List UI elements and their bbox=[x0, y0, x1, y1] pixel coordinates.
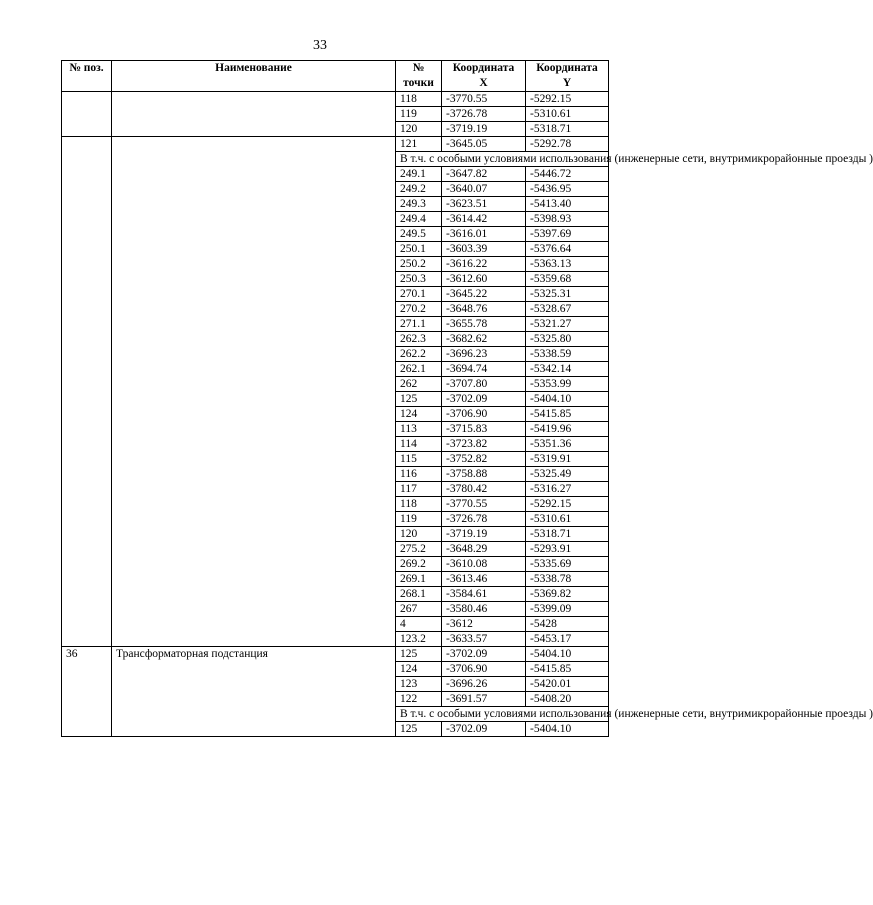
coordinate-x-cell: -3647.82 bbox=[442, 167, 526, 182]
header-point-line1: № bbox=[412, 62, 425, 74]
coordinate-x-cell: -3723.82 bbox=[442, 437, 526, 452]
point-number-cell: 125 bbox=[396, 722, 442, 737]
point-number-cell: 117 bbox=[396, 482, 442, 497]
coordinate-x-cell: -3702.09 bbox=[442, 392, 526, 407]
point-number-cell: 119 bbox=[396, 107, 442, 122]
coordinate-x-cell: -3770.55 bbox=[442, 497, 526, 512]
coordinate-x-cell: -3614.42 bbox=[442, 212, 526, 227]
point-number-cell: 124 bbox=[396, 662, 442, 677]
point-number-cell: 116 bbox=[396, 467, 442, 482]
coordinate-x-cell: -3707.80 bbox=[442, 377, 526, 392]
point-number-cell: 118 bbox=[396, 497, 442, 512]
header-y-line1: Координата bbox=[536, 62, 598, 74]
point-number-cell: 122 bbox=[396, 692, 442, 707]
coordinate-x-cell: -3719.19 bbox=[442, 122, 526, 137]
point-number-cell: 262.1 bbox=[396, 362, 442, 377]
coordinate-x-cell: -3645.05 bbox=[442, 137, 526, 152]
coordinate-y-cell: -5310.61 bbox=[526, 107, 609, 122]
point-number-cell: 271.1 bbox=[396, 317, 442, 332]
point-number-cell: 114 bbox=[396, 437, 442, 452]
coordinate-x-cell: -3640.07 bbox=[442, 182, 526, 197]
coordinate-x-cell: -3682.62 bbox=[442, 332, 526, 347]
coordinate-y-cell: -5408.20 bbox=[526, 692, 609, 707]
coordinate-y-cell: -5351.36 bbox=[526, 437, 609, 452]
name-cell bbox=[112, 137, 396, 647]
point-number-cell: 121 bbox=[396, 137, 442, 152]
coordinate-x-cell: -3694.74 bbox=[442, 362, 526, 377]
coordinate-x-cell: -3770.55 bbox=[442, 92, 526, 107]
coordinate-y-cell: -5398.93 bbox=[526, 212, 609, 227]
name-cell bbox=[112, 92, 396, 137]
header-x-line2: X bbox=[479, 77, 488, 89]
point-number-cell: 113 bbox=[396, 422, 442, 437]
coordinate-x-cell: -3719.19 bbox=[442, 527, 526, 542]
coordinate-x-cell: -3645.22 bbox=[442, 287, 526, 302]
special-conditions-note: В т.ч. с особыми условиями использования (инженерные сети, внутримикрорайонные проезды ) bbox=[396, 707, 609, 722]
coordinate-x-cell: -3612.60 bbox=[442, 272, 526, 287]
point-number-cell: 269.2 bbox=[396, 557, 442, 572]
position-cell bbox=[62, 92, 112, 137]
coordinate-x-cell: -3612 bbox=[442, 617, 526, 632]
point-number-cell: 120 bbox=[396, 122, 442, 137]
point-number-cell: 249.4 bbox=[396, 212, 442, 227]
point-number-cell: 123 bbox=[396, 677, 442, 692]
coordinate-y-cell: -5363.13 bbox=[526, 257, 609, 272]
point-number-cell: 249.1 bbox=[396, 167, 442, 182]
header-position: № поз. bbox=[62, 61, 112, 92]
coordinate-y-cell: -5399.09 bbox=[526, 602, 609, 617]
header-coordinate-x bbox=[442, 61, 526, 92]
coordinate-y-cell: -5404.10 bbox=[526, 392, 609, 407]
point-number-cell: 249.2 bbox=[396, 182, 442, 197]
coordinate-y-cell: -5369.82 bbox=[526, 587, 609, 602]
point-number-cell: 250.2 bbox=[396, 257, 442, 272]
coordinate-y-cell: -5436.95 bbox=[526, 182, 609, 197]
coordinate-y-cell: -5319.91 bbox=[526, 452, 609, 467]
coordinate-x-cell: -3613.46 bbox=[442, 572, 526, 587]
point-number-cell: 119 bbox=[396, 512, 442, 527]
coordinate-x-cell: -3610.08 bbox=[442, 557, 526, 572]
point-number-cell: 123.2 bbox=[396, 632, 442, 647]
coordinate-y-cell: -5404.10 bbox=[526, 722, 609, 737]
header-y-line2: Y bbox=[562, 77, 572, 89]
coordinate-y-cell: -5338.59 bbox=[526, 347, 609, 362]
coordinate-x-cell: -3633.57 bbox=[442, 632, 526, 647]
coordinate-y-cell: -5292.78 bbox=[526, 137, 609, 152]
coordinate-x-cell: -3655.78 bbox=[442, 317, 526, 332]
point-number-cell: 262 bbox=[396, 377, 442, 392]
coordinate-y-cell: -5353.99 bbox=[526, 377, 609, 392]
coordinate-y-cell: -5446.72 bbox=[526, 167, 609, 182]
coordinate-x-cell: -3706.90 bbox=[442, 407, 526, 422]
header-point-number bbox=[396, 61, 442, 92]
header-coordinate-y bbox=[526, 61, 609, 92]
coordinate-x-cell: -3706.90 bbox=[442, 662, 526, 677]
header-point-line2: точки bbox=[403, 77, 434, 89]
coordinate-x-cell: -3715.83 bbox=[442, 422, 526, 437]
coordinate-y-cell: -5453.17 bbox=[526, 632, 609, 647]
table-header-row bbox=[62, 61, 609, 92]
point-number-cell: 267 bbox=[396, 602, 442, 617]
coordinate-y-cell: -5420.01 bbox=[526, 677, 609, 692]
table-row bbox=[62, 92, 609, 107]
header-x-line1: Координата bbox=[452, 62, 515, 74]
coordinate-x-cell: -3580.46 bbox=[442, 602, 526, 617]
coordinate-y-cell: -5404.10 bbox=[526, 647, 609, 662]
coordinate-y-cell: -5342.14 bbox=[526, 362, 609, 377]
point-number-cell: 120 bbox=[396, 527, 442, 542]
point-number-cell: 275.2 bbox=[396, 542, 442, 557]
coordinate-x-cell: -3726.78 bbox=[442, 512, 526, 527]
point-number-cell: 250.3 bbox=[396, 272, 442, 287]
coordinate-x-cell: -3648.76 bbox=[442, 302, 526, 317]
coordinate-y-cell: -5415.85 bbox=[526, 662, 609, 677]
coordinate-x-cell: -3702.09 bbox=[442, 647, 526, 662]
point-number-cell: 269.1 bbox=[396, 572, 442, 587]
point-number-cell: 262.2 bbox=[396, 347, 442, 362]
coordinate-y-cell: -5359.68 bbox=[526, 272, 609, 287]
coordinate-x-cell: -3623.51 bbox=[442, 197, 526, 212]
point-number-cell: 124 bbox=[396, 407, 442, 422]
position-cell: 36 bbox=[62, 647, 112, 737]
coordinate-x-cell: -3758.88 bbox=[442, 467, 526, 482]
coordinate-y-cell: -5376.64 bbox=[526, 242, 609, 257]
position-cell bbox=[62, 137, 112, 647]
point-number-cell: 125 bbox=[396, 647, 442, 662]
coordinate-x-cell: -3696.26 bbox=[442, 677, 526, 692]
coordinate-x-cell: -3603.39 bbox=[442, 242, 526, 257]
special-conditions-note: В т.ч. с особыми условиями использования (инженерные сети, внутримикрорайонные проезды ) bbox=[396, 152, 609, 167]
coordinate-x-cell: -3616.22 bbox=[442, 257, 526, 272]
coordinate-x-cell: -3584.61 bbox=[442, 587, 526, 602]
coordinate-x-cell: -3780.42 bbox=[442, 482, 526, 497]
coordinate-y-cell: -5325.49 bbox=[526, 467, 609, 482]
coordinate-y-cell: -5325.31 bbox=[526, 287, 609, 302]
coordinate-x-cell: -3691.57 bbox=[442, 692, 526, 707]
point-number-cell: 4 bbox=[396, 617, 442, 632]
coordinate-y-cell: -5397.69 bbox=[526, 227, 609, 242]
coordinates-table bbox=[61, 60, 873, 737]
coordinate-y-cell: -5419.96 bbox=[526, 422, 609, 437]
coordinate-y-cell: -5325.80 bbox=[526, 332, 609, 347]
table-body bbox=[62, 92, 873, 737]
coordinate-y-cell: -5335.69 bbox=[526, 557, 609, 572]
coordinate-y-cell: -5415.85 bbox=[526, 407, 609, 422]
coordinate-y-cell: -5293.91 bbox=[526, 542, 609, 557]
coordinate-y-cell: -5338.78 bbox=[526, 572, 609, 587]
name-cell: Трансформаторная подстанция bbox=[112, 647, 396, 737]
coordinate-x-cell: -3616.01 bbox=[442, 227, 526, 242]
point-number-cell: 270.1 bbox=[396, 287, 442, 302]
point-number-cell: 249.5 bbox=[396, 227, 442, 242]
table-row bbox=[62, 137, 609, 152]
coordinate-y-cell: -5310.61 bbox=[526, 512, 609, 527]
point-number-cell: 125 bbox=[396, 392, 442, 407]
point-number-cell: 118 bbox=[396, 92, 442, 107]
coordinate-y-cell: -5318.71 bbox=[526, 527, 609, 542]
point-number-cell: 115 bbox=[396, 452, 442, 467]
coordinate-y-cell: -5413.40 bbox=[526, 197, 609, 212]
point-number-cell: 249.3 bbox=[396, 197, 442, 212]
coordinate-x-cell: -3648.29 bbox=[442, 542, 526, 557]
coordinate-y-cell: -5292.15 bbox=[526, 497, 609, 512]
coordinate-y-cell: -5328.67 bbox=[526, 302, 609, 317]
coordinate-x-cell: -3726.78 bbox=[442, 107, 526, 122]
coordinate-y-cell: -5428 bbox=[526, 617, 609, 632]
coordinate-y-cell: -5321.27 bbox=[526, 317, 609, 332]
page-number: 33 bbox=[313, 38, 327, 53]
coordinate-x-cell: -3752.82 bbox=[442, 452, 526, 467]
header-name: Наименование bbox=[112, 61, 396, 92]
coordinate-x-cell: -3696.23 bbox=[442, 347, 526, 362]
coordinate-x-cell: -3702.09 bbox=[442, 722, 526, 737]
point-number-cell: 250.1 bbox=[396, 242, 442, 257]
point-number-cell: 268.1 bbox=[396, 587, 442, 602]
table-row bbox=[62, 647, 609, 662]
point-number-cell: 262.3 bbox=[396, 332, 442, 347]
coordinate-y-cell: -5316.27 bbox=[526, 482, 609, 497]
coordinate-y-cell: -5292.15 bbox=[526, 92, 609, 107]
point-number-cell: 270.2 bbox=[396, 302, 442, 317]
coordinate-y-cell: -5318.71 bbox=[526, 122, 609, 137]
